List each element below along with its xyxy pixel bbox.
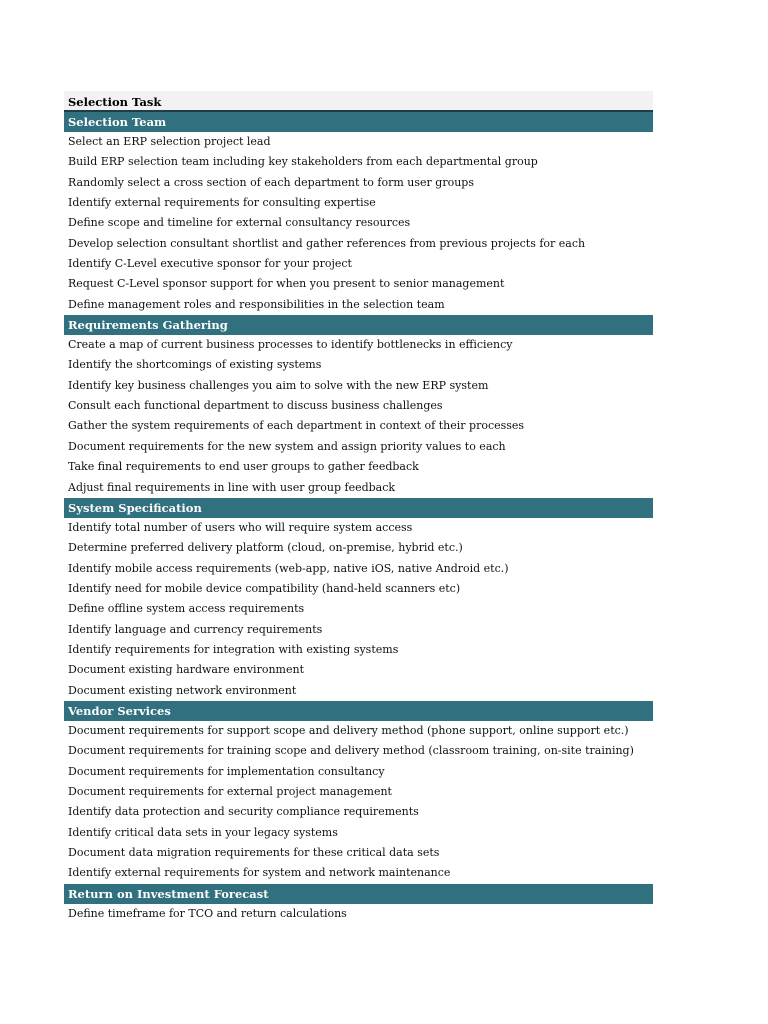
task-row: Identify external requirements for consulting expertise (68, 196, 376, 210)
task-row: Identify language and currency requirements (68, 622, 323, 636)
task-row: Document requirements for the new system and assign priority values to each (68, 439, 506, 453)
task-row: Randomly select a cross section of each department to form user groups (68, 175, 474, 189)
task-row: Identify C-Level executive sponsor for your project (68, 257, 352, 271)
task-row: Identify mobile access requirements (web-app, native iOS, native Android etc.) (68, 561, 509, 575)
column-header-selection-task: Selection Task (64, 91, 653, 112)
task-row: Consult each functional department to discuss business challenges (68, 399, 443, 413)
task-row: Develop selection consultant shortlist and gather references from previous projects for each (68, 236, 586, 250)
task-row: Define offline system access requirements (68, 602, 305, 616)
section-header: Return on Investment Forecast (64, 884, 653, 904)
task-row: Adjust final requirements in line with user group feedback (68, 480, 396, 494)
task-row: Document requirements for implementation consultancy (68, 764, 385, 778)
section-header: System Specification (64, 498, 653, 518)
task-row: Gather the system requirements of each department in context of their processes (68, 419, 525, 433)
sections-container (64, 112, 653, 924)
task-row: Identify data protection and security compliance requirements (68, 805, 419, 819)
task-row: Select an ERP selection project lead (68, 135, 271, 148)
task-row: Define scope and timeline for external consultancy resources (68, 216, 411, 230)
task-row: Identify external requirements for system and network maintenance (68, 866, 451, 880)
task-row: Create a map of current business processes to identify bottlenecks in efficiency (68, 338, 513, 352)
task-row: Document existing hardware environment (68, 663, 304, 677)
task-row: Request C-Level sponsor support for when you present to senior management (68, 277, 505, 291)
selection-task-sheet (64, 91, 653, 924)
task-row: Document requirements for training scope and delivery method (classroom training, on-site training) (68, 744, 634, 758)
task-row: Define management roles and responsibilities in the selection team (68, 297, 445, 311)
task-row: Document existing network environment (68, 683, 297, 697)
task-row: Identify the shortcomings of existing systems (68, 358, 322, 372)
task-row: Identify total number of users who will require system access (68, 520, 413, 534)
task-row: Take final requirements to end user groups to gather feedback (68, 460, 419, 474)
task-row: Identify critical data sets in your legacy systems (68, 825, 338, 839)
task-row: Identify need for mobile device compatibility (hand-held scanners etc) (68, 581, 461, 595)
section-header: Requirements Gathering (64, 315, 653, 335)
task-row: Document data migration requirements for these critical data sets (68, 846, 440, 859)
task-row: Build ERP selection team including key stakeholders from each departmental group (68, 155, 538, 169)
task-row: Document requirements for external project management (68, 784, 392, 798)
task-row: Identify requirements for integration with existing systems (68, 642, 399, 656)
task-row: Identify key business challenges you aim to solve with the new ERP system (68, 378, 489, 392)
task-row: Determine preferred delivery platform (cloud, on-premise, hybrid etc.) (68, 541, 463, 555)
task-row: Document requirements for support scope and delivery method (phone support, online support etc.) (68, 723, 629, 737)
section-header: Selection Team (64, 112, 653, 132)
task-row: Define timeframe for TCO and return calculations (68, 906, 347, 920)
section-header: Vendor Services (64, 701, 653, 721)
